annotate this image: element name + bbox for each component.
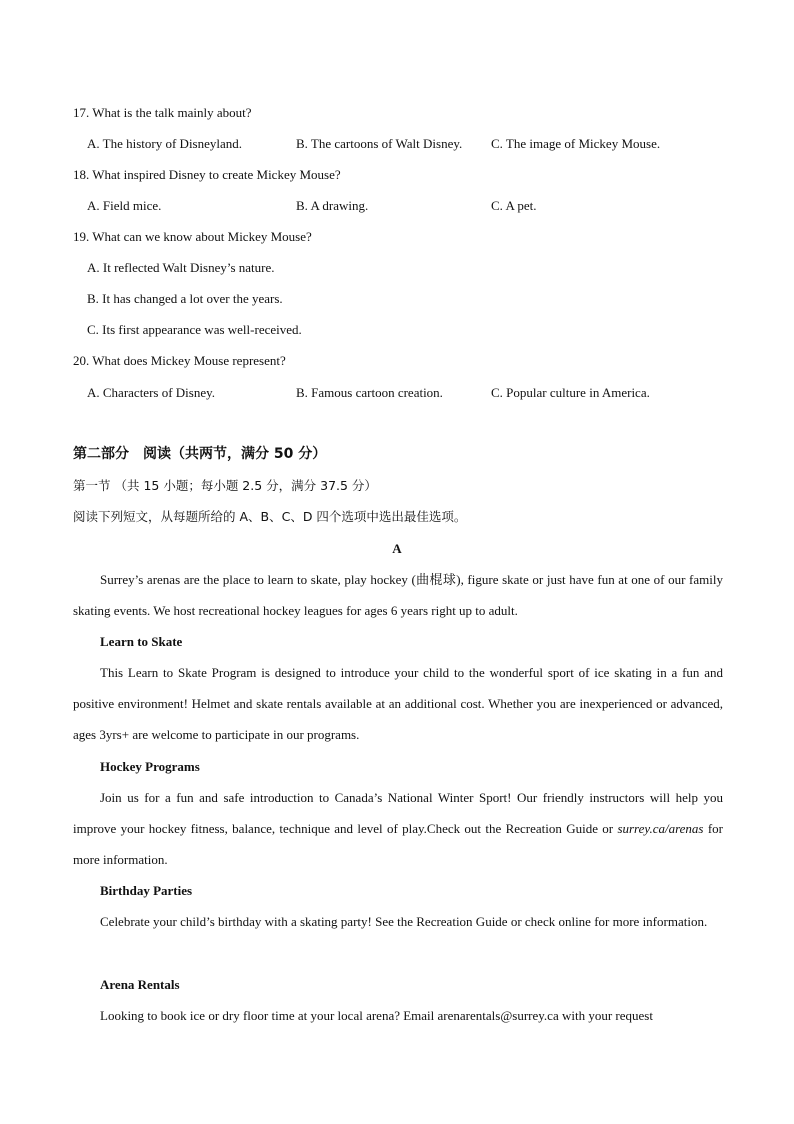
question-20-option-a: A. Characters of Disney. [87, 385, 216, 400]
birthday-parties-text: Celebrate your child’s birthday with a skating party! See the Recreation Guide or check online for more information. [100, 914, 708, 929]
hockey-programs-body: Join us for a fun and safe introduction to Canada’s National Winter Sport! Our friendly instructors will help you improve your hockey fitness, balance, technique and level of play.Check out the Recreation Guide or [73, 790, 723, 836]
arena-rentals-heading: Arena Rentals [100, 977, 180, 992]
learn-to-skate-text: This Learn to Skate Program is designed to introduce your child to the wonderful sport of ice skating in a fun and positive environment! Helmet and skate rentals available at an additional cost. Whether you are inexperienced or advanced, ages 3yrs+ are welcome to participate in our programs. [73, 665, 723, 742]
passage-intro: Surrey’s arenas are the place to learn to skate, play hockey (曲棍球), figure skate or just have fun at one of our family skating events. We host recreational hockey leagues for ages 6 years right up to adult. [73, 572, 723, 618]
hockey-programs-tail: for more information. [73, 821, 723, 867]
arenas-link: surrey.ca/arenas [617, 821, 704, 836]
question-17-option-c: C. The image of Mickey Mouse. [491, 136, 661, 151]
question-20-option-b: B. Famous cartoon creation. [296, 385, 443, 400]
part-two-title: 第二部分 阅读（共两节，满分 50 分） [73, 446, 327, 462]
section-one-title: 第一节 （共 15 小题；每小题 2.5 分，满分 37.5 分） [73, 478, 377, 493]
question-18-option-b: B. A drawing. [296, 198, 369, 213]
question-19-option-a: A. It reflected Walt Disney’s nature. [87, 260, 275, 275]
question-19-option-b: B. It has changed a lot over the years. [87, 291, 283, 306]
question-17-option-b: B. The cartoons of Walt Disney. [296, 136, 463, 151]
birthday-parties-heading: Birthday Parties [100, 883, 193, 898]
question-20-option-c: C. Popular culture in America. [491, 385, 650, 400]
passage-label: A [392, 541, 402, 556]
question-18-option-c: C. A pet. [491, 198, 537, 213]
question-19-option-c: C. Its first appearance was well-received. [87, 322, 302, 337]
reading-instruction: 阅读下列短文，从每题所给的 A、B、C、D 四个选项中选出最佳选项。 [73, 509, 467, 524]
hockey-programs-text [73, 782, 723, 875]
hockey-programs-heading: Hockey Programs [100, 759, 200, 774]
learn-to-skate-heading: Learn to Skate [100, 634, 183, 649]
question-18-option-a: A. Field mice. [87, 198, 162, 213]
question-17-option-a: A. The history of Disneyland. [87, 136, 243, 151]
arena-rentals-text: Looking to book ice or dry floor time at your local arena? Email arenarentals@surrey.ca with your request [100, 1008, 653, 1023]
question-19-stem: 19. What can we know about Mickey Mouse? [73, 229, 312, 244]
question-20-stem: 20. What does Mickey Mouse represent? [73, 353, 286, 368]
question-17-stem: 17. What is the talk mainly about? [73, 105, 252, 120]
question-18-stem: 18. What inspired Disney to create Mickey Mouse? [73, 167, 341, 182]
